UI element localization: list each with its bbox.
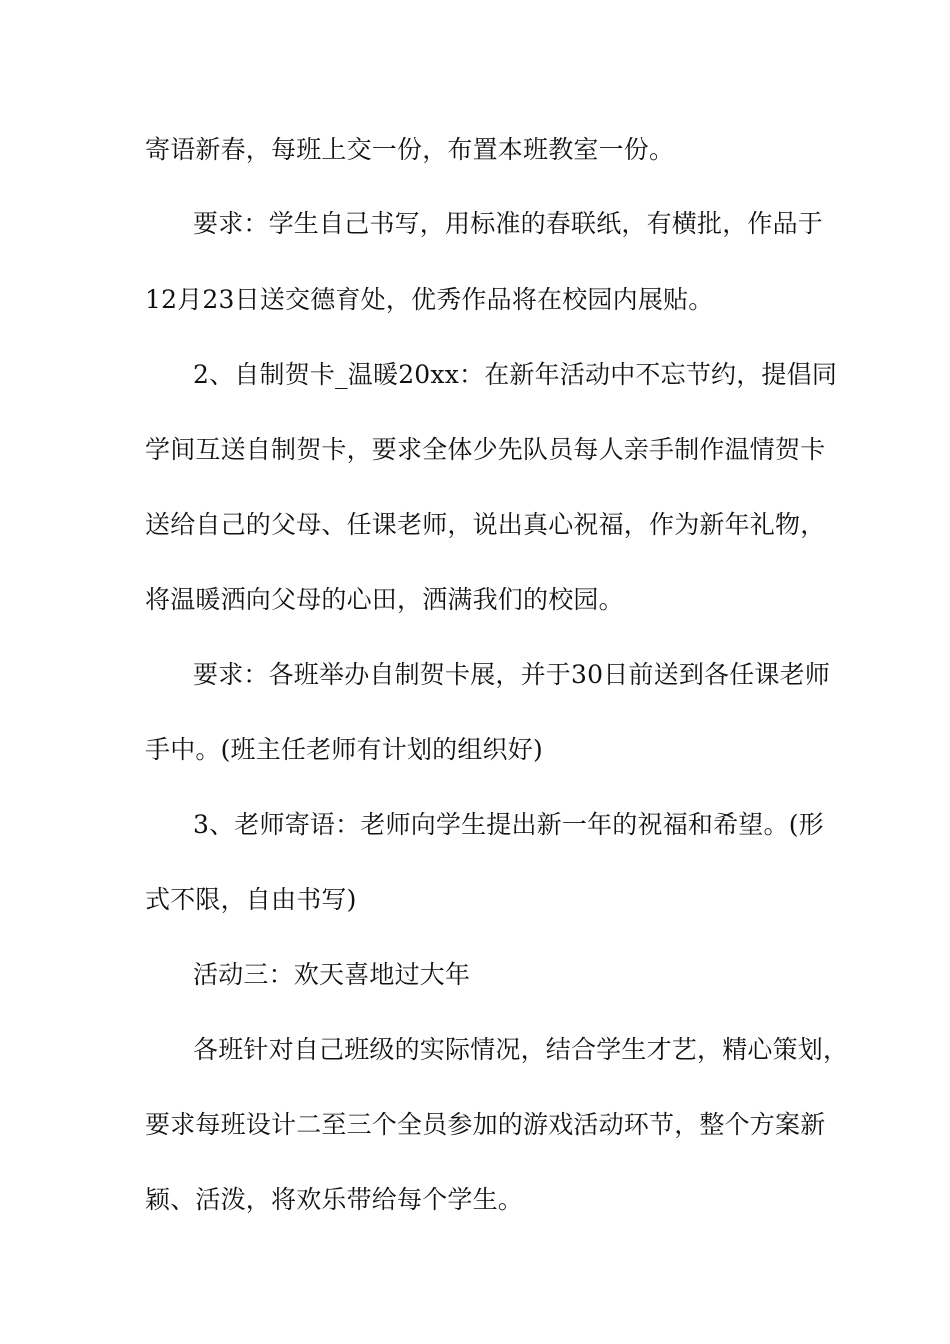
paragraph-line: 颖、活泼，将欢乐带给每个学生。 xyxy=(145,1185,524,1214)
paragraph-line: 要求：学生自己书写，用标准的春联纸，有横批，作品于 xyxy=(193,209,824,238)
paragraph-line: 12月23日送交德育处，优秀作品将在校园内展贴。 xyxy=(145,285,714,314)
paragraph-line: 学间互送自制贺卡，要求全体少先队员每人亲手制作温情贺卡 xyxy=(145,435,826,464)
paragraph-line: 3、老师寄语：老师向学生提出新一年的祝福和希望。(形 xyxy=(193,810,824,839)
paragraph-line: 要求：各班举办自制贺卡展，并于30日前送到各任课老师 xyxy=(193,660,831,689)
paragraph-line: 各班针对自己班级的实际情况，结合学生才艺，精心策划， xyxy=(193,1035,849,1064)
section-heading: 活动三：欢天喜地过大年 xyxy=(193,960,471,989)
paragraph-line: 手中。(班主任老师有计划的组织好) xyxy=(145,735,543,764)
paragraph-line: 将温暖洒向父母的心田，洒满我们的校园。 xyxy=(145,585,624,614)
paragraph-line: 要求每班设计二至三个全员参加的游戏活动环节，整个方案新 xyxy=(145,1110,826,1139)
paragraph-line: 送给自己的父母、任课老师，说出真心祝福，作为新年礼物， xyxy=(145,510,826,539)
paragraph-line: 2、自制贺卡_温暖20xx：在新年活动中不忘节约，提倡同 xyxy=(193,360,838,389)
paragraph-line: 式不限，自由书写) xyxy=(145,885,357,914)
paragraph-line: 寄语新春，每班上交一份，布置本班教室一份。 xyxy=(145,135,675,164)
